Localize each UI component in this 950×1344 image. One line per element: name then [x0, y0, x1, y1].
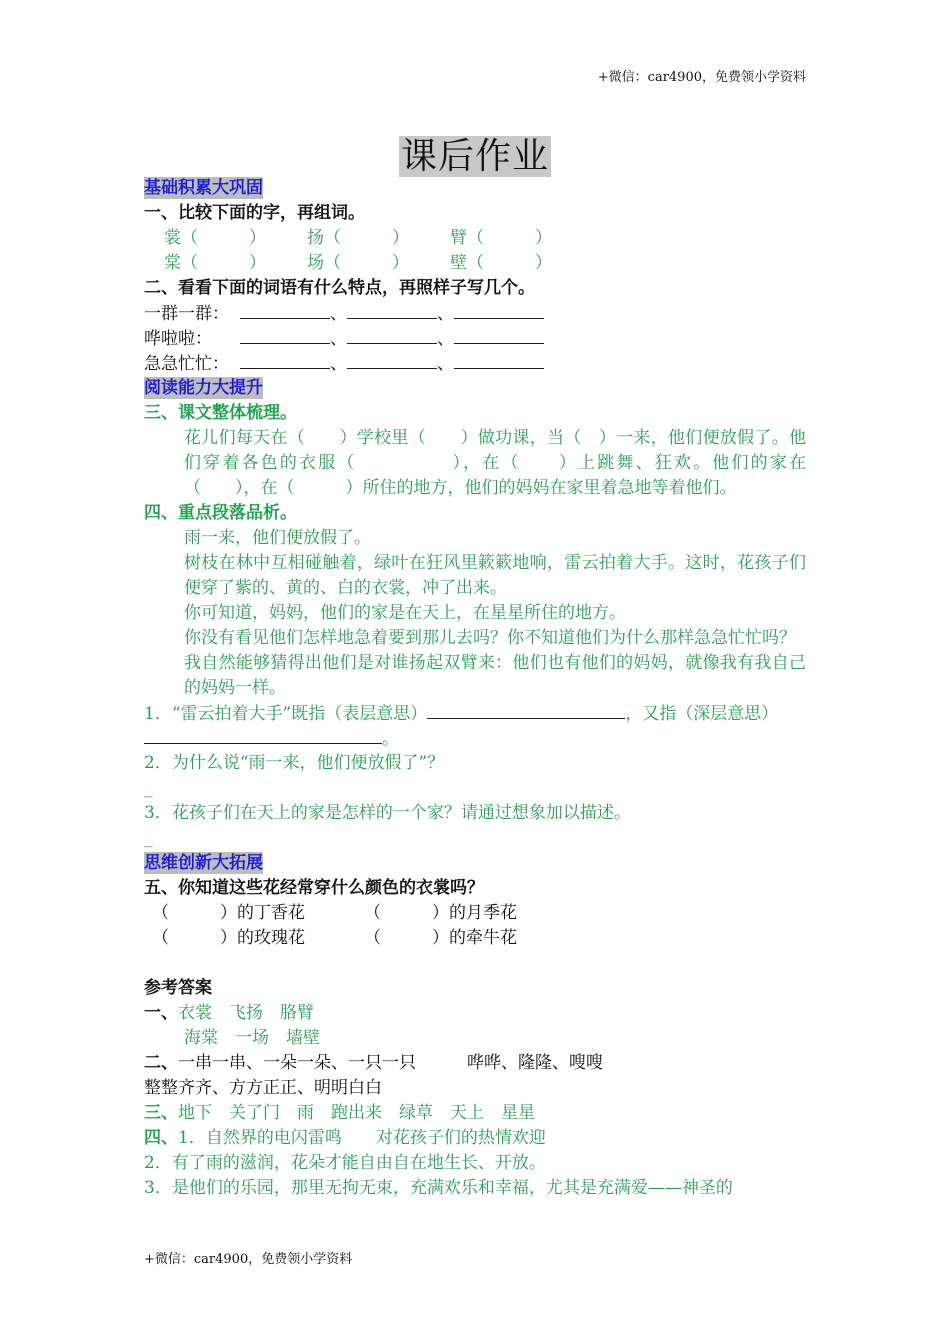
q1-item: 扬（ ）	[307, 228, 409, 248]
q5-item: （ ）的丁香花	[152, 903, 305, 923]
header-note: +微信：car4900，免费领小学资料	[597, 70, 806, 85]
q1-item: 场（ ）	[307, 253, 409, 273]
question-2-item-2: 哗啦啦： 、 、	[144, 326, 806, 351]
q5-item: （ ）的月季花	[364, 903, 517, 923]
q5-item: （ ）的玫瑰花	[152, 928, 305, 948]
answer-blank[interactable]	[240, 301, 330, 319]
answer-blank[interactable]	[454, 301, 544, 319]
footer-note: +微信：car4900，免费领小学资料	[144, 1252, 353, 1267]
question-1-row-2	[144, 251, 806, 276]
q5-item: （ ）的牵牛花	[364, 928, 517, 948]
answer-4-line-1: 四、1．自然界的电闪雷鸣 对花孩子们的热情欢迎	[144, 1128, 546, 1148]
answer-blank[interactable]	[454, 326, 544, 344]
page-title	[0, 128, 950, 179]
section-heading-basics: 基础积累大巩固	[144, 178, 263, 198]
answer-1-row-2: 海棠 一场 墙壁	[184, 1028, 320, 1048]
q2-label: 一群一群：	[144, 304, 229, 324]
answer-blank[interactable]	[347, 351, 437, 369]
q1-item: 棠（ ）	[164, 253, 266, 273]
question-5-row-2	[144, 926, 806, 951]
sub-question-1-line-1: 1．“雷云拍着大手”既指（表层意思） ，又指（深层意思）	[144, 701, 806, 726]
passage-paragraph: 树枝在林中互相碰触着，绿叶在狂风里簌簌地响，雷云拍着大手。这时，花孩子们便穿了紫的、黄的、白的衣裳，冲了出来。	[184, 553, 806, 598]
question-4-heading: 四、重点段落品析。	[144, 503, 297, 523]
section-heading-reading: 阅读能力大提升	[144, 378, 263, 398]
question-2-heading: 二、看看下面的词语有什么特点，再照样子写几个。	[144, 278, 535, 298]
answer-blank[interactable]	[454, 351, 544, 369]
question-5-row-1	[144, 901, 806, 926]
passage-paragraph: 雨一来，他们便放假了。	[184, 528, 371, 548]
question-5-heading: 五、你知道这些花经常穿什么颜色的衣裳吗？	[144, 878, 484, 898]
answer-2-row-2: 整整齐齐、方方正正、明明白白	[144, 1078, 382, 1098]
worksheet-body	[144, 176, 806, 1201]
question-3-paragraph: 花儿们每天在（ ）学校里（ ）做功课，当（ ）一来，他们便放假了。他们穿着各色的衣服（ ），在（ ）上跳舞、狂欢。他们的家在（ ），在（ ）所住的地方，他们的妈妈在家里着急地等着他们。	[184, 428, 806, 498]
question-3-heading: 三、课文整体梳理。	[144, 403, 297, 423]
answer-blank[interactable]	[347, 326, 437, 344]
q2-label: 哗啦啦：	[144, 329, 212, 349]
answer-blank[interactable]	[347, 301, 437, 319]
answer-mark[interactable]: _	[144, 778, 153, 798]
question-2-item-3: 急急忙忙： 、 、	[144, 351, 806, 376]
q1-item: 壁（ ）	[450, 253, 552, 273]
answer-blank[interactable]	[240, 351, 330, 369]
answer-4-line-3: 3．是他们的乐园，那里无拘无束，充满欢乐和幸福，尤其是充满爱——神圣的	[144, 1178, 733, 1198]
sub-question-2: 2．为什么说“雨一来，他们便放假了”？	[144, 753, 445, 773]
answer-blank[interactable]	[144, 726, 382, 744]
sub-question-1-line-2: 。	[144, 726, 806, 751]
answers-heading: 参考答案	[144, 978, 212, 998]
question-2-item-1: 一群一群： 、 、	[144, 301, 806, 326]
answer-1-row-1: 一、衣裳 飞扬 胳臂	[144, 1003, 314, 1023]
page-title-text: 课后作业	[400, 136, 549, 177]
q2-label: 急急忙忙：	[144, 354, 229, 374]
section-heading-creative: 思维创新大拓展	[144, 853, 263, 873]
passage-paragraph: 你没有看见他们怎样地急着要到那儿去吗？你不知道他们为什么那样急急忙忙吗？	[184, 628, 796, 648]
passage-paragraph: 你可知道，妈妈，他们的家是在天上，在星星所住的地方。	[184, 603, 626, 623]
q1-item: 裳（ ）	[164, 228, 266, 248]
q1-item: 臂（ ）	[450, 228, 552, 248]
sub-question-3: 3．花孩子们在天上的家是怎样的一个家？请通过想象加以描述。	[144, 803, 631, 823]
answer-4-line-2: 2．有了雨的滋润，花朵才能自由自在地生长、开放。	[144, 1153, 546, 1173]
answer-2-row-1: 二、一串一串、一朵一朵、一只一只 哗哗、隆隆、嗖嗖	[144, 1053, 603, 1073]
answer-3: 三、地下 关了门 雨 跑出来 绿草 天上 星星	[144, 1103, 535, 1123]
question-1-row-1	[144, 226, 806, 251]
answer-mark[interactable]: _	[144, 828, 153, 848]
passage-paragraph: 我自然能够猜得出他们是对谁扬起双臂来：他们也有他们的妈妈，就像我有我自己的妈妈一样。	[184, 653, 806, 698]
answer-blank[interactable]	[427, 701, 625, 719]
question-1-heading: 一、比较下面的字，再组词。	[144, 203, 365, 223]
answer-blank[interactable]	[240, 326, 330, 344]
